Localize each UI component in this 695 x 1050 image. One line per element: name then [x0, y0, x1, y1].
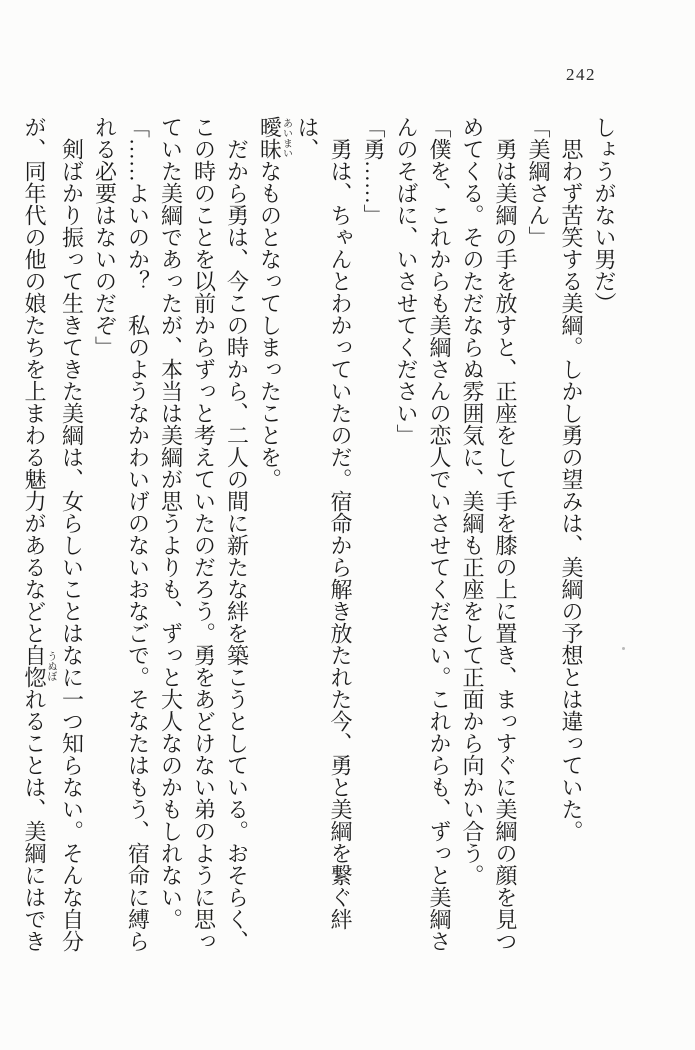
text-column: れる必要はないのだぞ」 — [92, 116, 118, 358]
text-column: 「美綱さん」 — [526, 116, 551, 248]
text-column: だから勇は、今この時から、二人の間に新たな絆を築こうとしている。おそらく、 — [224, 116, 250, 952]
text-column: 勇は美綱の手を放すと、正座をして手を膝の上に置き、まっすぐに美綱の顔を見つ — [493, 116, 518, 952]
text-column: この時のことを以前からずっと考えていたのだろう。勇をあどけない弟のように思っ — [191, 116, 217, 952]
text-column: 剣ばかり振って生きてきた美綱は、女らしいことはなに一つ知らない。そんな自分 — [59, 116, 85, 952]
text-column: しょうがない男だ） — [592, 116, 617, 314]
scan-speck — [622, 647, 625, 650]
ruby-annotated-word: 曖昧あいまい — [257, 116, 292, 160]
text-column: 曖昧あいまいなものとなってしまったことを。 — [257, 116, 292, 490]
text-column: めてくる。そのただならぬ雰囲気に、美綱も正座をして正面から向かい合う。 — [460, 116, 485, 886]
text-column: んのそばに、いさせてください」 — [394, 116, 419, 446]
text-column: ていた美綱であったが、本当は美綱が思うよりも、ずっと大人なのかもしれない。 — [158, 116, 184, 930]
text-column: 勇は、ちゃんとわかっていたのだ。宿命から解き放たれた今、勇と美綱を繋ぐ絆は、 — [295, 116, 353, 930]
text-column: 「勇……」 — [361, 116, 386, 226]
text-column: 「僕を、これからも美綱さんの恋人でいさせてください。これからも、ずっと美綱さ — [427, 116, 452, 952]
page-number: 242 — [566, 65, 596, 84]
text-column: 思わず苦笑する美綱。しかし勇の望みは、美綱の予想とは違っていた。 — [559, 116, 584, 842]
text-column: が、同年代の他の娘たちを上まわる魅力があるなどと自惚うぬぼれることは、美綱にはでき — [22, 116, 56, 952]
novel-text — [18, 116, 621, 960]
text-column: 「……よいのか？ 私のようなかわいげのないおなごで。そなたはもう、宿命に縛ら — [125, 116, 151, 952]
ruby-annotated-word: 自惚うぬぼ — [22, 644, 56, 688]
